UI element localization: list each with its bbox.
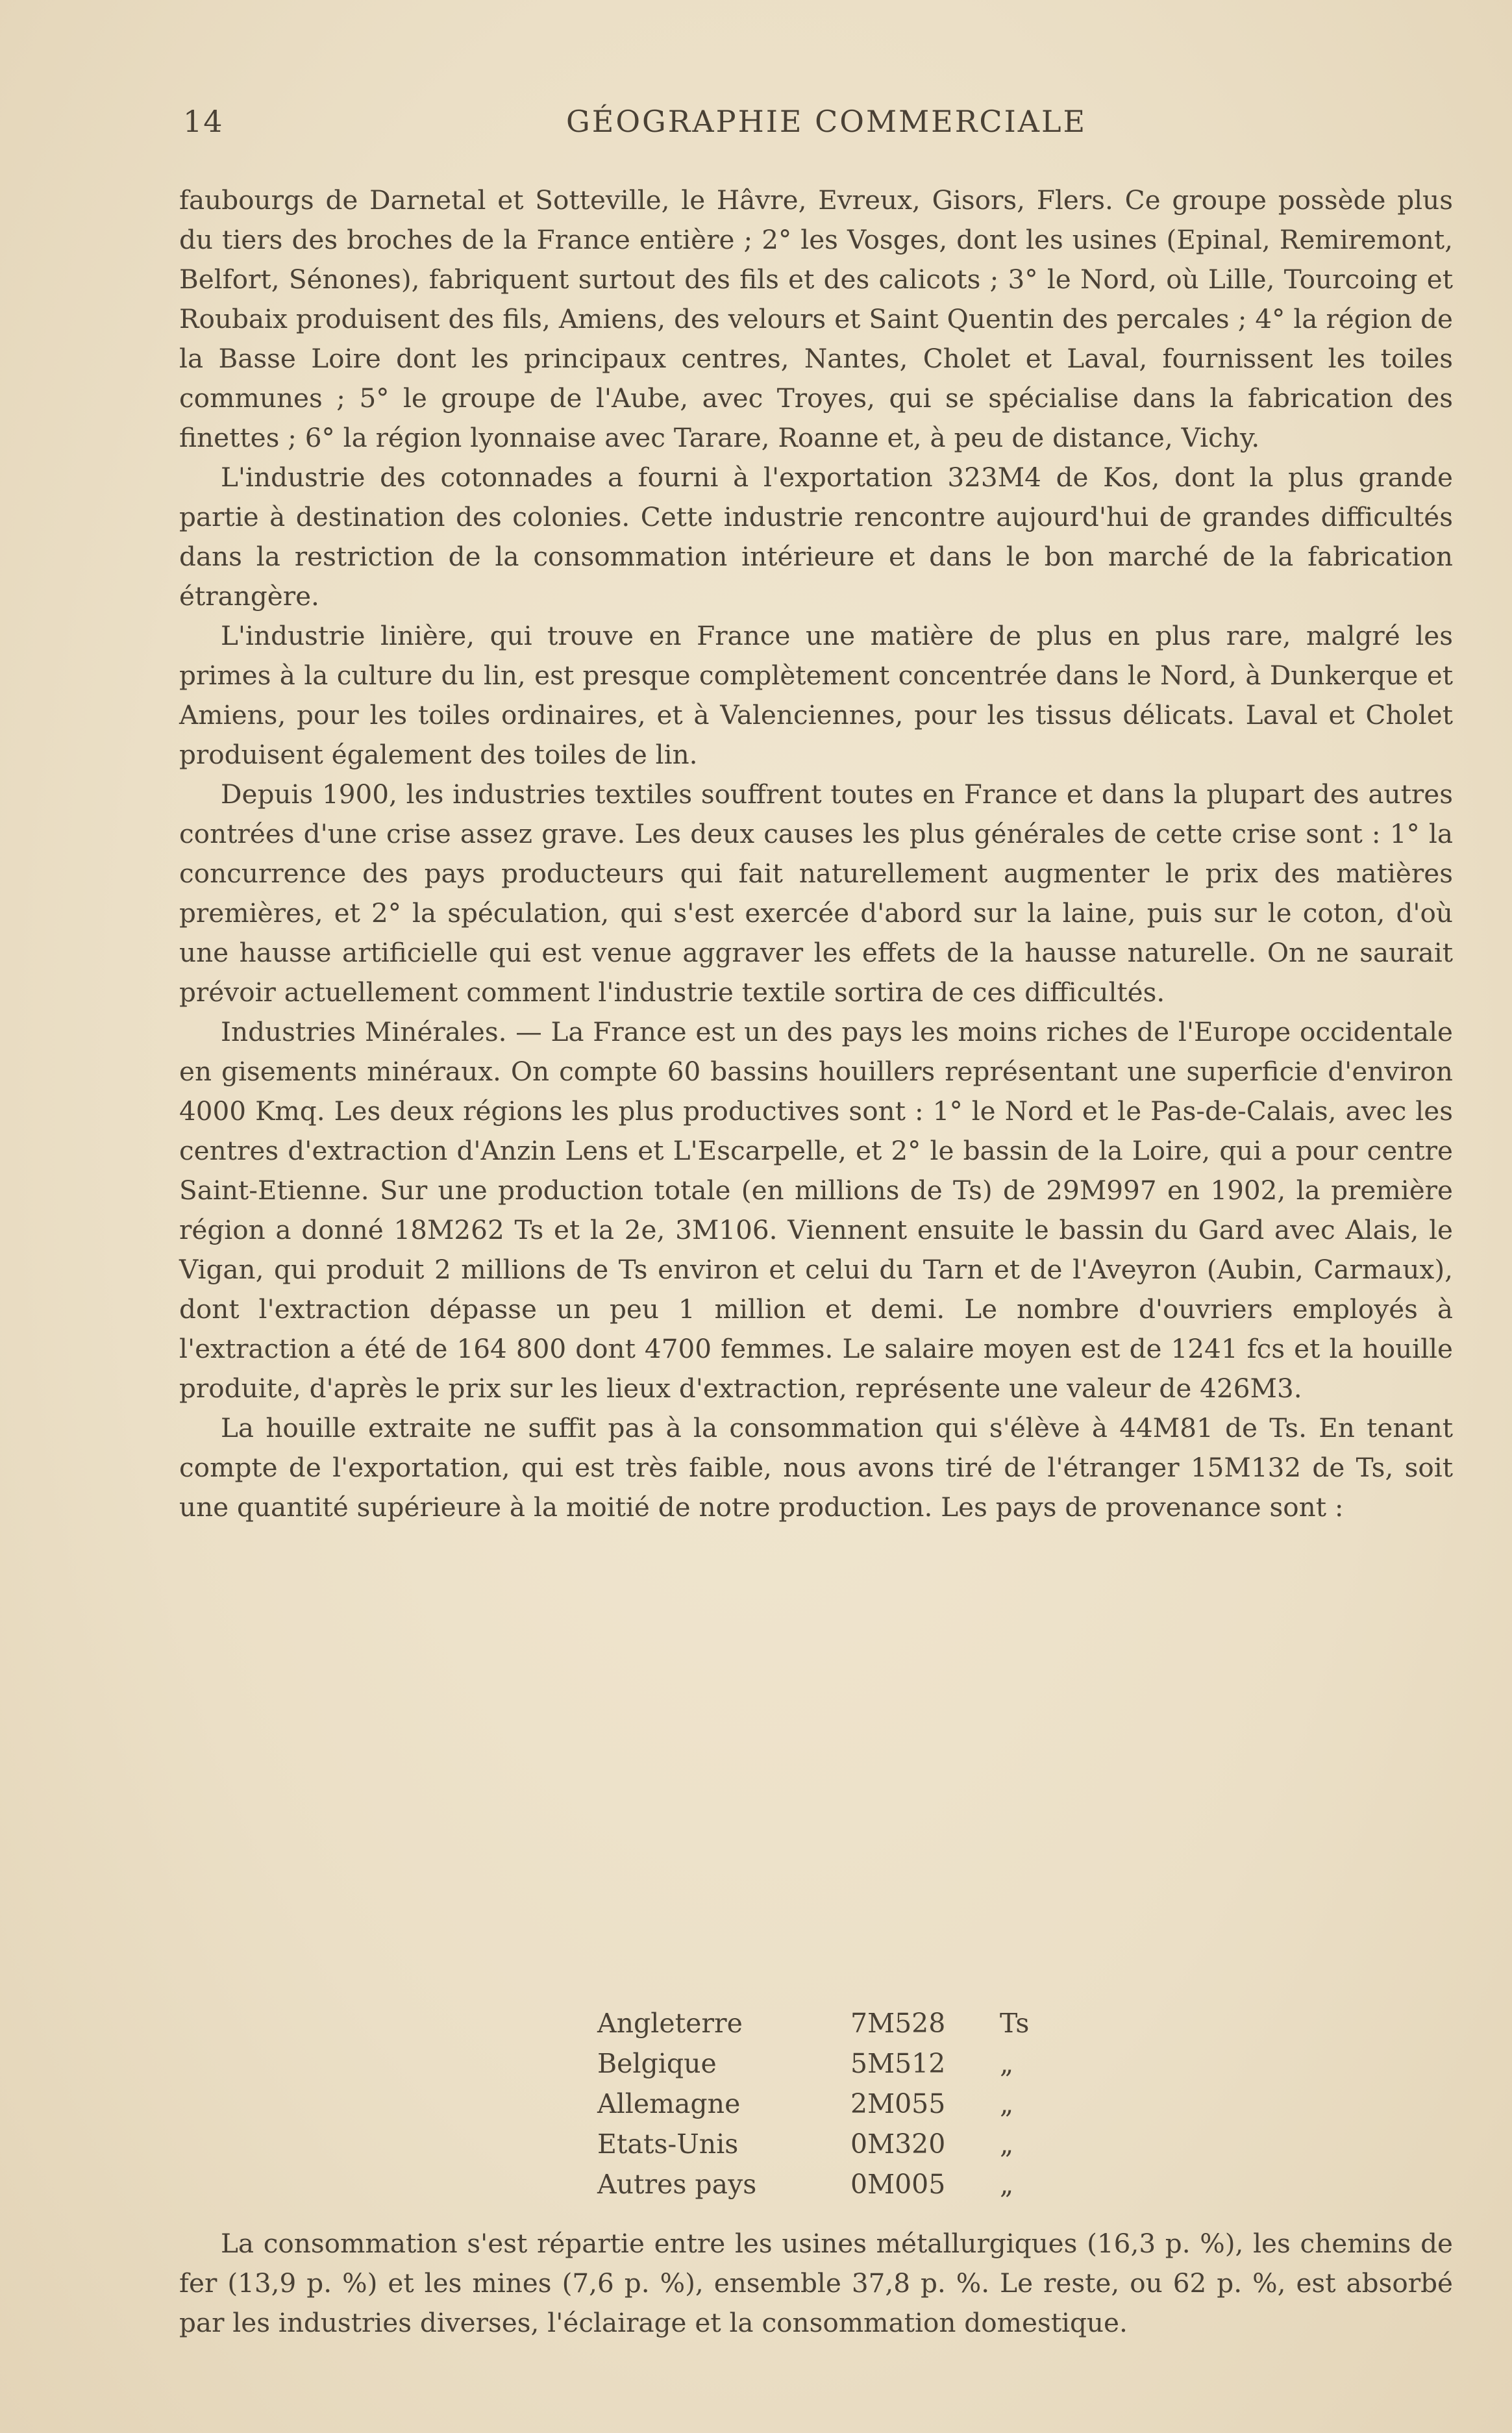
body-text [179,181,1453,1527]
table-row [597,2003,1065,2043]
table-row [597,2084,1065,2124]
value-cell: 0M320 [850,2128,946,2160]
imports-table [597,2003,1065,2204]
running-title: GÉOGRAPHIE COMMERCIALE [566,104,1087,139]
country-cell: Belgique [597,2048,717,2079]
paragraph: L'industrie des cotonnades a fourni à l'exportation 323M4 de Kos, dont la plus grande partie à destination des colonies. Cette industrie rencontre aujourd'hui de grandes difficultés dans la restriction de la consommation intérieure et dans le bon marché de la fabrication étrangère. [179,462,1453,612]
paragraph: faubourgs de Darnetal et Sotteville, le Hâvre, Evreux, Gisors, Flers. Ce groupe possède plus du tiers des broches de la France entière ; 2° les Vosges, dont les usines (Epinal, Remiremont, Belfort, Sénones), fabriquent surtout des fils et des calicots ; 3° le Nord, où Lille, Tourcoing et Roubaix produisent des fils, Amiens, des velours et Saint Quentin des percales ; 4° la région de la Basse Loire dont les principaux centres, Nantes, Cholet et Laval, fournissent les toiles communes ; 5° le groupe de l'Aube, avec Troyes, qui se spécialise dans la fabrication des finettes ; 6° la région lyonnaise avec Tarare, Roanne et, à peu de distance, Vichy. [179,184,1453,453]
unit-cell: „ [1000,2128,1014,2160]
table-row [597,2043,1065,2084]
unit-cell: Ts [1000,2008,1030,2039]
country-cell: Autres pays [597,2169,757,2200]
paragraph: La houille extraite ne suffit pas à la consommation qui s'élève à 44M81 de Ts. En tenant compte de l'exportation, qui est très faible, nous avons tiré de l'étranger 15M132 de Ts, soit une quantité supérieure à la moitié de notre production. Les pays de provenance sont : [179,1412,1453,1523]
value-cell: 0M005 [850,2169,946,2200]
unit-cell: „ [1000,2048,1014,2079]
paragraph: L'industrie linière, qui trouve en France une matière de plus en plus rare, malgré les primes à la culture du lin, est presque complètement concentrée dans le Nord, à Dunkerque et Amiens, pour les toiles ordinaires, et à Valenciennes, pour les tissus délicats. Laval et Cholet produisent également des toiles de lin. [179,620,1453,770]
page-header [183,104,1456,149]
country-cell: Allemagne [597,2088,741,2119]
value-cell: 2M055 [850,2088,946,2119]
paragraph: La consommation s'est répartie entre les usines métallurgiques (16,3 p. %), les chemins de fer (13,9 p. %) et les mines (7,6 p. %), ensemble 37,8 p. %. Le reste, ou 62 p. %, est absorbé par les industries diverses, l'éclairage et la consommation domestique. [179,2228,1453,2338]
country-cell: Angleterre [597,2008,743,2039]
paragraph: Depuis 1900, les industries textiles souffrent toutes en France et dans la plupart des autres contrées d'une crise assez grave. Les deux causes les plus générales de cette crise sont : 1° la concurrence des pays producteurs qui fait naturellement augmenter le prix des matières premières, et 2° la spéculation, qui s'est exercée d'abord sur la laine, puis sur le coton, d'où une hausse artificielle qui est venue aggraver les effets de la hausse naturelle. On ne saurait prévoir actuellement comment l'industrie textile sortira de ces difficultés. [179,779,1453,1008]
value-cell: 7M528 [850,2008,946,2039]
page-number: 14 [183,104,224,139]
unit-cell: „ [1000,2169,1014,2200]
unit-cell: „ [1000,2088,1014,2119]
paragraph: Industries Minérales. — La France est un des pays les moins riches de l'Europe occidentale en gisements minéraux. On compte 60 bassins houillers représentant une superficie d'environ 4000 Kmq. Les deux régions les plus productives sont : 1° le Nord et le Pas-de-Calais, avec les centres d'extraction d'Anzin Lens et L'Escarpelle, et 2° le bassin de la Loire, qui a pour centre Saint-Etienne. Sur une production totale (en millions de Ts) de 29M997 en 1902, la première région a donné 18M262 Ts et la 2e, 3M106. Viennent ensuite le bassin du Gard avec Alais, le Vigan, qui produit 2 millions de Ts environ et celui du Tarn et de l'Aveyron (Aubin, Carmaux), dont l'extraction dépasse un peu 1 million et demi. Le nombre d'ouvriers employés à l'extraction a été de 164 800 dont 4700 femmes. Le salaire moyen est de 1241 fcs et la houille produite, d'après le prix sur les lieux d'extraction, représente une valeur de 426M3. [179,1016,1453,1404]
table-row [597,2164,1065,2204]
country-cell: Etats-Unis [597,2128,739,2160]
value-cell: 5M512 [850,2048,946,2079]
table-row [597,2124,1065,2164]
closing-text [179,2224,1453,2343]
